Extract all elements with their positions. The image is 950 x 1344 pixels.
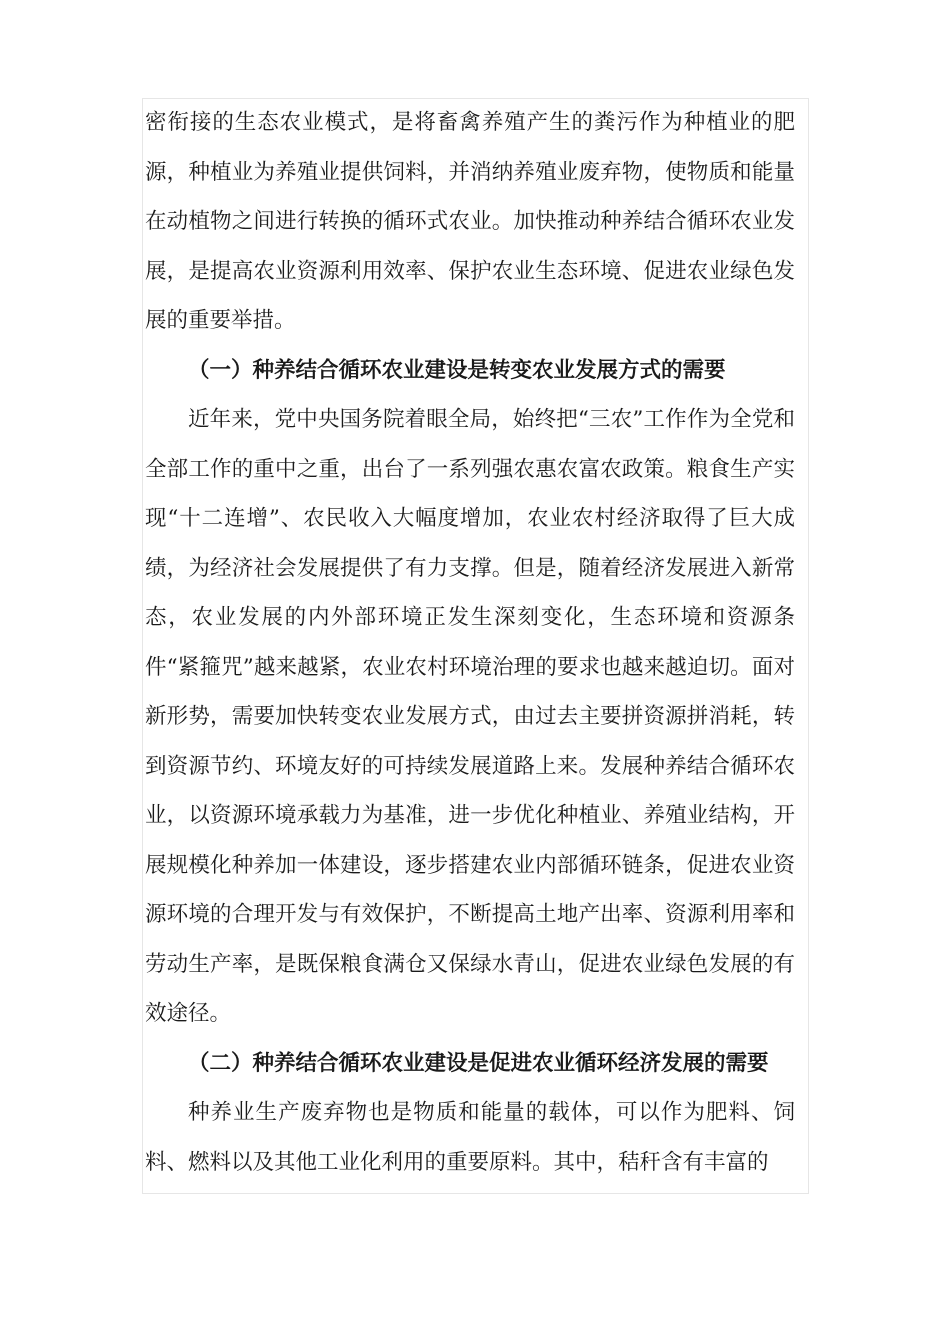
paragraph-continued-intro: 密衔接的生态农业模式，是将畜禽养殖产生的粪污作为种植业的肥源，种植业为养殖业提供饲料，并消纳养殖业废弃物，使物质和能量在动植物之间进行转换的循环式农业。加快推动种养结合循环农业发展，是提高农业资源利用效率、保护农业生态环境、促进农业绿色发展的重要举措。 [145, 110, 795, 333]
paragraph-development-mode: 近年来，党中央国务院着眼全局，始终把“三农”工作作为全党和全部工作的重中之重，出台了一系列强农惠农富农政策。粮食生产实现“十二连增”、农民收入大幅度增加，农业农村经济取得了巨大成绩，为经济社会发展提供了有力支撑。但是，随着经济发展进入新常态，农业发展的内外部环境正发生深刻变化，生态环境和资源条件“紧箍咒”越来越紧，农业农村环境治理的要求也越来越迫切。面对新形势，需要加快转变农业发展方式，由过去主要拼资源拼消耗，转到资源节约、环境友好的可持续发展道路上来。发展种养结合循环农业，以资源环境承载力为基准，进一步优化种植业、养殖业结构，开展规模化种养加一体建设，逐步搭建农业内部循环链条，促进农业资源环境的合理开发与有效保护，不断提高土地产出率、资源利用率和劳动生产率，是既保粮食满仓又保绿水青山，促进农业绿色发展的有效途径。 [145, 407, 795, 1026]
section-heading-2: （二）种养结合循环农业建设是促进农业循环经济发展的需要 [188, 1050, 769, 1076]
document-body [145, 98, 795, 1187]
paragraph-waste-resources: 种养业生产废弃物也是物质和能量的载体，可以作为肥料、饲料、燃料以及其他工业化利用的重要原料。其中，秸秆含有丰富的 [145, 1100, 795, 1175]
section-heading-1: （一）种养结合循环农业建设是转变农业发展方式的需要 [188, 357, 726, 383]
